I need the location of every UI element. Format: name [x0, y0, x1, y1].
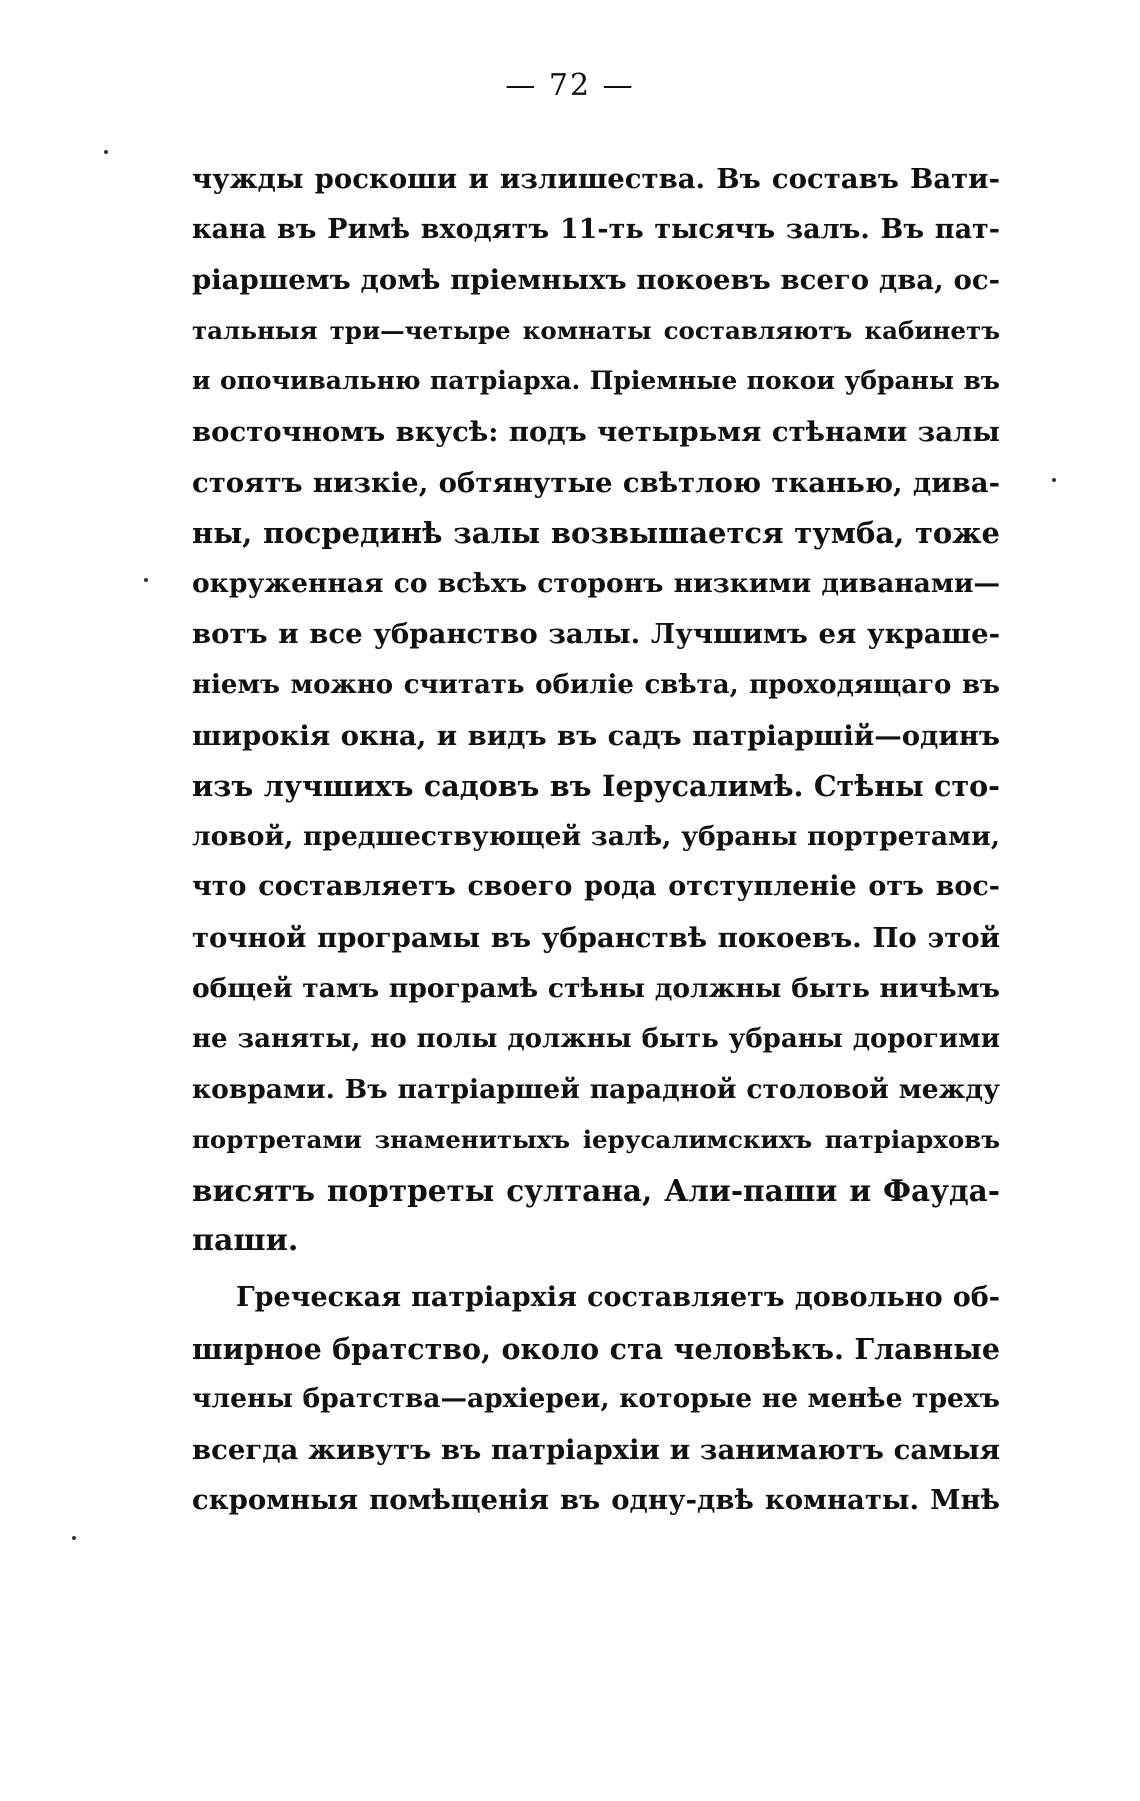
text-line: чужды роскоши и излишества. Въ составъ Вати-	[192, 163, 1000, 195]
text-line: ніемъ можно считать обиліе свѣта, проходящаго въ	[192, 669, 1000, 700]
text-line: окруженная со всѣхъ сторонъ низкими диванами—	[192, 567, 1000, 599]
scan-speck	[144, 578, 148, 582]
scan-speck	[1052, 478, 1056, 482]
text-line: и опочивальню патріарха. Пріемные покои убраны въ	[192, 366, 1000, 396]
text-line: общей тамъ програмѣ стѣны должны быть ничѣмъ	[192, 972, 1000, 1004]
text-line: восточномъ вкусѣ: подъ четырьмя стѣнами залы	[192, 415, 1000, 448]
page-number: — 72 —	[505, 68, 635, 103]
body-text	[192, 154, 1000, 1526]
text-line: висятъ портреты султана, Али-паши и Фауда-	[192, 1172, 1000, 1208]
text-line: паши.	[192, 1223, 299, 1259]
text-line: коврами. Въ патріаршей парадной столовой между	[192, 1073, 1000, 1105]
text-line: изъ лучшихъ садовъ въ Іерусалимѣ. Стѣны сто-	[192, 769, 1000, 804]
text-line: портретами знаменитыхъ іерусалимскихъ патріарховъ	[192, 1125, 1000, 1155]
text-line: ловой, предшествующей залѣ, убраны портретами,	[192, 820, 1000, 852]
text-line: ріаршемъ домѣ пріемныхъ покоевъ всего два, ос-	[192, 264, 1000, 297]
scan-speck	[72, 1536, 76, 1540]
text-line: точной програмы въ убранствѣ покоевъ. По этой	[192, 921, 1000, 954]
text-line: тальныя три—четыре комнаты составляютъ кабинетъ	[192, 315, 1000, 345]
text-line: широкія окна, и видъ въ садъ патріаршій—одинъ	[192, 719, 1000, 752]
scan-speck	[104, 150, 108, 154]
text-line: кана въ Римѣ входятъ 11-ть тысячъ залъ. Въ пат-	[192, 213, 1000, 245]
text-line: всегда живутъ въ патріархіи и занимаютъ самыя	[192, 1433, 1000, 1466]
text-line: скромныя помѣщенія въ одну-двѣ комнаты. Мнѣ	[192, 1484, 1000, 1517]
text-line: ширное братство, около ста человѣкъ. Главные	[192, 1331, 1000, 1366]
text-line: не заняты, но полы должны быть убраны дорогими	[192, 1024, 1000, 1055]
text-line: ны, посрединѣ залы возвышается тумба, тоже	[192, 516, 1000, 551]
text-line: Греческая патріархія составляетъ довольно об-	[236, 1282, 1000, 1314]
text-line: что составляетъ своего рода отступленіе отъ вос-	[192, 871, 1000, 903]
text-line: члены братства—архіереи, которые не менѣе трехъ	[192, 1383, 1000, 1415]
text-line: стоятъ низкіе, обтянутые свѣтлою тканью, дива-	[192, 466, 1000, 499]
paragraph-1	[192, 154, 1000, 1267]
paragraph-2	[192, 1273, 1000, 1526]
text-line: вотъ и все убранство залы. Лучшимъ ея украше-	[192, 618, 1000, 651]
